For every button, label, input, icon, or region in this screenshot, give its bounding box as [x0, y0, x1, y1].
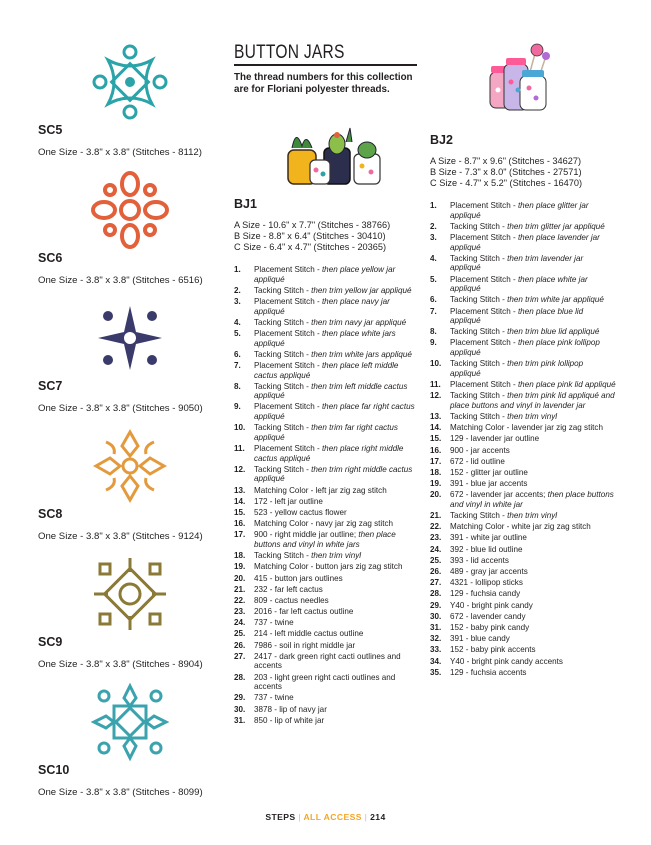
step-number: 21. [430, 511, 442, 521]
step-number: 3. [234, 296, 241, 306]
step-number: 4. [234, 317, 241, 327]
step-instruction: then trim white jars appliqué [311, 349, 412, 359]
bj1-step-list [234, 265, 420, 727]
step-text: 2417 - dark green right cacti outlines and accents [254, 651, 401, 671]
step-number: 7. [234, 360, 241, 370]
step-text: 129 - lavender jar outline [450, 434, 540, 444]
step-instruction: then place right middle cactus appliqué [254, 444, 404, 463]
step-number: 27. [234, 651, 246, 661]
step-number: 22. [234, 595, 246, 605]
step-number: 18. [430, 467, 442, 477]
step-text: 900 - jar accents [450, 445, 510, 455]
step-item [430, 545, 616, 555]
step-text: Y40 - bright pink candy accents [450, 656, 563, 666]
step-text: 7986 - soil in right middle jar [254, 640, 356, 650]
step-instruction: then trim yellow jar appliqué [311, 285, 412, 295]
step-item [430, 511, 616, 521]
embroidery-design-sc8-image [90, 426, 170, 506]
step-number: 33. [430, 645, 442, 655]
thread-note: The thread numbers for this collection are for Floriani polyester threads. [234, 72, 413, 95]
step-text: 850 - lip of white jar [254, 715, 325, 725]
step-number: 24. [234, 618, 246, 628]
step-number: 9. [234, 402, 241, 412]
step-instruction: then trim vinyl [311, 551, 362, 561]
step-item [430, 490, 616, 509]
step-item [234, 423, 420, 442]
step-number: 26. [430, 567, 442, 577]
step-number: 35. [430, 667, 442, 677]
step-item [430, 668, 616, 678]
step-number: 11. [430, 380, 441, 390]
step-number: 2. [234, 285, 241, 295]
bj2-title: BJ2 [430, 133, 453, 147]
title-divider [234, 64, 417, 66]
step-text: 3878 - lip of navy jar [254, 704, 327, 714]
step-number: 21. [234, 584, 246, 594]
step-number: 6. [430, 295, 437, 305]
step-number: 19. [430, 479, 442, 489]
step-item [430, 556, 616, 566]
design-size: One Size - 3.8" x 3.8" (Stitches - 8112) [38, 147, 202, 158]
step-item [234, 508, 420, 518]
step-item [234, 574, 420, 584]
step-number: 19. [234, 562, 246, 572]
bj2-step-list [430, 201, 616, 679]
step-text: Matching Color - lavender jar zig zag stitch [450, 423, 603, 433]
step-item [234, 465, 420, 484]
step-item [430, 359, 616, 378]
step-item [430, 222, 616, 232]
step-item [234, 297, 420, 316]
embroidery-design-sc9-image [90, 554, 170, 634]
step-item [430, 275, 616, 294]
step-instruction: then trim white jar appliqué [507, 295, 604, 305]
step-item [234, 486, 420, 496]
step-text: 2016 - far left cactus outline [254, 607, 354, 617]
step-item [430, 338, 616, 357]
step-item [430, 479, 616, 489]
step-number: 6. [234, 349, 241, 359]
step-number: 30. [234, 704, 246, 714]
step-text: Tacking Stitch - [450, 295, 508, 305]
step-number: 1. [234, 265, 241, 274]
step-number: 16. [430, 445, 442, 455]
step-text: 900 - right middle jar outline; [254, 530, 359, 540]
step-number: 20. [234, 573, 246, 583]
design-size: One Size - 3.8" x 3.8" (Stitches - 8904) [38, 659, 203, 670]
step-item [234, 402, 420, 421]
embroidery-design-sc10-image [90, 682, 170, 762]
step-text: 4321 - lollipop sticks [450, 578, 523, 588]
step-number: 29. [430, 600, 442, 610]
step-item [430, 623, 616, 633]
bj2-size-a: A Size - 8.7" x 9.6" (Stitches - 34627) [430, 156, 582, 166]
step-number: 14. [430, 423, 442, 433]
step-item [234, 530, 420, 549]
step-text: 672 - lavender jar accents; [450, 490, 548, 500]
step-text: Tacking Stitch - [450, 359, 508, 369]
step-text: Tacking Stitch - [450, 253, 508, 263]
step-number: 5. [430, 274, 437, 284]
step-number: 20. [430, 490, 442, 500]
footer-brand: STEPS [265, 812, 296, 822]
embroidery-design-sc6-image [90, 170, 170, 250]
step-number: 34. [430, 656, 442, 666]
step-item [234, 607, 420, 617]
step-item [430, 601, 616, 611]
step-text: Tacking Stitch - [450, 221, 508, 231]
step-number: 23. [430, 533, 442, 543]
step-item [430, 233, 616, 252]
step-text: 129 - fuchsia candy [450, 589, 521, 599]
design-code: SC8 [38, 507, 63, 521]
step-text: 737 - twine [254, 618, 294, 628]
step-number: 13. [430, 412, 442, 421]
bj2-sizes [430, 156, 582, 189]
step-instruction: then place yellow jar appliqué [254, 265, 396, 284]
step-item [430, 533, 616, 543]
page-footer [0, 812, 651, 822]
step-instruction: then place buttons and vinyl in white jars [254, 530, 396, 549]
step-text: Y40 - bright pink candy [450, 600, 533, 610]
step-text: Placement Stitch - [450, 306, 518, 316]
step-text: Placement Stitch - [254, 360, 322, 370]
step-item [430, 522, 616, 532]
step-instruction: then place white jars appliqué [254, 328, 396, 348]
step-text: 152 - baby pink accents [450, 645, 536, 655]
step-text: Tacking Stitch - [254, 349, 312, 359]
step-text: Tacking Stitch - [450, 412, 508, 421]
step-text: 415 - button jars outlines [254, 573, 343, 583]
step-text: Matching Color - navy jar zig zag stitch [254, 519, 393, 529]
design-code: SC9 [38, 635, 63, 649]
step-number: 25. [234, 629, 246, 639]
bj1-cactus-jars-image [284, 122, 384, 188]
step-instruction: then place lavender jar appliqué [450, 232, 600, 252]
step-text: 672 - lavender candy [450, 611, 526, 621]
step-number: 12. [234, 464, 246, 474]
design-code: SC5 [38, 123, 63, 137]
step-item [234, 585, 420, 595]
step-item [430, 578, 616, 588]
step-number: 30. [430, 611, 442, 621]
page-number: 214 [370, 812, 386, 822]
step-text: Placement Stitch - [450, 338, 518, 348]
step-number: 24. [430, 544, 442, 554]
step-instruction: then trim blue lid appliqué [507, 327, 600, 337]
step-instruction: then place navy jar appliqué [254, 296, 390, 316]
bj1-size-a: A Size - 10.6" x 7.7" (Stitches - 38766) [234, 220, 391, 230]
step-text: 203 - light green right cacti outlines and accents [254, 672, 396, 692]
step-instruction: then trim right middle cactus appliqué [254, 464, 413, 484]
design-code: SC6 [38, 251, 63, 265]
step-item [430, 380, 616, 390]
step-text: 392 - blue lid outline [450, 544, 523, 554]
step-number: 18. [234, 551, 246, 561]
step-item [234, 716, 420, 726]
step-instruction: then place left middle cactus appliqué [254, 360, 399, 380]
step-item [430, 307, 616, 326]
step-item [430, 423, 616, 433]
step-text: Tacking Stitch - [254, 551, 312, 561]
step-item [234, 629, 420, 639]
step-item [430, 567, 616, 577]
bj1-title: BJ1 [234, 197, 257, 211]
step-number: 1. [430, 201, 437, 210]
step-number: 32. [430, 634, 442, 644]
step-text: Placement Stitch - [450, 232, 518, 242]
step-item [234, 318, 420, 328]
step-number: 12. [430, 391, 442, 401]
step-number: 23. [234, 607, 246, 617]
step-item [430, 468, 616, 478]
step-text: Tacking Stitch - [254, 317, 312, 327]
step-text: Placement Stitch - [254, 328, 322, 338]
step-text: Tacking Stitch - [450, 327, 508, 337]
embroidery-design-sc5-image [90, 42, 170, 122]
step-instruction: then place far right cactus appliqué [254, 402, 415, 422]
footer-section: ALL ACCESS [303, 812, 362, 822]
step-number: 15. [430, 434, 442, 444]
bj2-size-b: B Size - 7.3" x 8.0" (Stitches - 27571) [430, 167, 582, 177]
step-text: 393 - lid accents [450, 555, 509, 565]
step-number: 25. [430, 555, 442, 565]
design-size: One Size - 3.8" x 3.8" (Stitches - 9124) [38, 531, 203, 542]
page-title: BUTTON JARS [234, 42, 345, 63]
step-item [234, 641, 420, 651]
step-item [234, 329, 420, 348]
step-item [430, 589, 616, 599]
step-item [234, 551, 420, 561]
step-item [430, 446, 616, 456]
step-instruction: then trim pink lid appliqué and place buttons and vinyl in lavender jar [450, 391, 615, 410]
step-text: Matching Color - left jar zig zag stitch [254, 485, 387, 495]
step-number: 28. [430, 589, 442, 599]
design-code: SC10 [38, 763, 70, 777]
step-number: 8. [430, 327, 437, 337]
step-item [430, 254, 616, 273]
step-item [234, 350, 420, 360]
step-item [234, 705, 420, 715]
step-instruction: then place white jar appliqué [450, 274, 588, 294]
step-text: 391 - blue jar accents [450, 479, 528, 489]
step-text: 523 - yellow cactus flower [254, 507, 347, 517]
step-item [430, 645, 616, 655]
step-instruction: then trim lavender jar appliqué [450, 253, 584, 273]
step-text: 232 - far left cactus [254, 584, 323, 594]
step-instruction: then trim navy jar appliqué [311, 317, 407, 327]
step-item [234, 265, 420, 284]
step-number: 29. [234, 693, 246, 703]
step-item [234, 596, 420, 606]
design-size: One Size - 3.8" x 3.8" (Stitches - 6516) [38, 275, 203, 286]
step-number: 7. [430, 306, 437, 316]
step-item [234, 497, 420, 507]
step-item [234, 286, 420, 296]
step-item [234, 519, 420, 529]
step-instruction: then trim glitter jar appliqué [507, 221, 605, 231]
step-text: Placement Stitch - [254, 265, 322, 274]
step-number: 17. [430, 456, 442, 466]
step-text: Placement Stitch - [254, 296, 322, 306]
step-text: Placement Stitch - [254, 444, 322, 454]
step-text: 737 - twine [254, 693, 294, 703]
footer-separator: | [298, 812, 301, 822]
step-item [430, 295, 616, 305]
design-size: One Size - 3.8" x 3.8" (Stitches - 9050) [38, 403, 203, 414]
step-text: 172 - left jar outline [254, 496, 323, 506]
step-instruction: then place blue lid appliqué [450, 306, 584, 326]
step-text: Matching Color - button jars zig zag stitch [254, 562, 403, 572]
step-instruction: then trim far right cactus appliqué [254, 423, 398, 442]
step-text: Tacking Stitch - [254, 285, 312, 295]
step-number: 2. [430, 221, 437, 231]
step-number: 10. [430, 359, 442, 369]
step-number: 31. [234, 715, 246, 725]
step-number: 26. [234, 640, 246, 650]
step-text: 152 - glitter jar outline [450, 467, 528, 477]
step-text: 809 - cactus needles [254, 595, 329, 605]
step-item [234, 652, 420, 671]
design-size: One Size - 3.8" x 3.8" (Stitches - 8099) [38, 787, 203, 798]
step-item [234, 562, 420, 572]
step-number: 9. [430, 338, 437, 348]
step-number: 17. [234, 530, 246, 540]
step-number: 4. [430, 253, 437, 263]
step-text: Tacking Stitch - [254, 423, 312, 433]
step-number: 22. [430, 522, 442, 532]
step-item [234, 693, 420, 703]
step-item [234, 361, 420, 380]
step-number: 5. [234, 328, 241, 338]
footer-separator: | [364, 812, 368, 822]
step-item [430, 412, 616, 422]
step-number: 14. [234, 496, 246, 506]
step-text: 214 - left middle cactus outline [254, 629, 364, 639]
step-item [430, 201, 616, 220]
step-instruction: then trim pink lollipop appliqué [450, 359, 584, 378]
step-item [430, 391, 616, 410]
step-text: 129 - fuchsia accents [450, 667, 527, 677]
step-text: 489 - gray jar accents [450, 567, 528, 577]
step-number: 3. [430, 232, 437, 242]
step-instruction: then trim left middle cactus appliqué [254, 381, 408, 401]
step-number: 10. [234, 423, 246, 433]
step-text: Placement Stitch - [450, 380, 518, 390]
step-number: 8. [234, 381, 241, 391]
step-item [430, 634, 616, 644]
step-number: 28. [234, 672, 246, 682]
step-item [234, 382, 420, 401]
bj1-sizes [234, 220, 390, 253]
step-instruction: then place pink lollipop appliqué [450, 338, 600, 358]
step-instruction: then place buttons and vinyl in white jar [450, 490, 614, 509]
step-text: Tacking Stitch - [450, 391, 508, 401]
embroidery-design-sc7-image [90, 298, 170, 378]
bj2-size-c: C Size - 4.7" x 5.2" (Stitches - 16470) [430, 178, 583, 188]
step-text: Matching Color - white jar zig zag stitch [450, 522, 591, 532]
bj1-size-c: C Size - 6.4" x 4.7" (Stitches - 20365) [234, 242, 387, 252]
step-text: Tacking Stitch - [254, 381, 312, 391]
step-text: 391 - white jar outline [450, 533, 527, 543]
step-number: 11. [234, 444, 245, 454]
step-text: Tacking Stitch - [254, 464, 312, 474]
step-text: Placement Stitch - [450, 274, 518, 284]
step-item [430, 457, 616, 467]
step-number: 31. [430, 622, 442, 632]
step-text: 391 - blue candy [450, 634, 510, 644]
step-item [430, 434, 616, 444]
step-text: Placement Stitch - [450, 201, 518, 210]
step-number: 16. [234, 519, 246, 529]
step-number: 15. [234, 507, 246, 517]
step-instruction: then place pink lid appliqué [517, 380, 616, 390]
step-instruction: then trim vinyl [507, 412, 558, 421]
step-text: 672 - lid outline [450, 456, 505, 466]
step-item [430, 657, 616, 667]
bj1-size-b: B Size - 8.8" x 6.4" (Stitches - 30410) [234, 231, 386, 241]
step-item [430, 327, 616, 337]
step-item [234, 444, 420, 463]
step-instruction: then trim vinyl [507, 511, 558, 521]
step-item [234, 618, 420, 628]
step-number: 27. [430, 578, 442, 588]
step-item [234, 673, 420, 692]
step-item [430, 612, 616, 622]
step-text: Placement Stitch - [254, 402, 322, 412]
step-text: Tacking Stitch - [450, 511, 508, 521]
bj2-candy-jars-image [484, 42, 552, 114]
design-code: SC7 [38, 379, 63, 393]
step-number: 13. [234, 485, 246, 495]
step-text: 152 - baby pink candy [450, 622, 530, 632]
step-instruction: then place glitter jar appliqué [450, 201, 589, 220]
